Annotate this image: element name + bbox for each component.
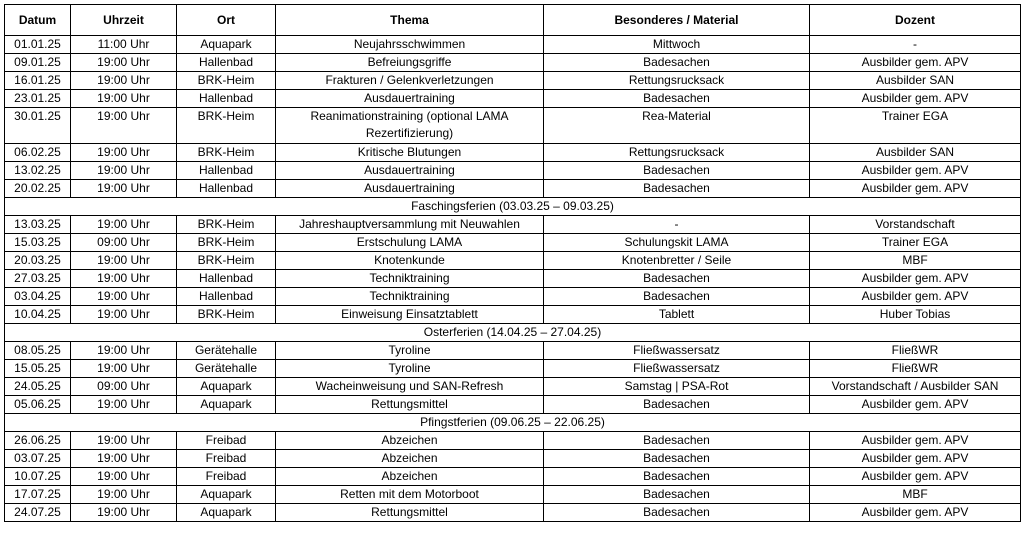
table-row bbox=[5, 450, 1021, 468]
cell-uhrzeit: 09:00 Uhr bbox=[71, 378, 177, 396]
table-row bbox=[5, 162, 1021, 180]
cell-material: - bbox=[544, 216, 810, 234]
cell-dozent: Ausbilder gem. APV bbox=[810, 288, 1021, 306]
cell-ort: Aquapark bbox=[177, 396, 276, 414]
cell-uhrzeit: 19:00 Uhr bbox=[71, 360, 177, 378]
cell-dozent: Vorstandschaft / Ausbilder SAN bbox=[810, 378, 1021, 396]
cell-uhrzeit: 19:00 Uhr bbox=[71, 216, 177, 234]
table-row bbox=[5, 486, 1021, 504]
cell-uhrzeit: 19:00 Uhr bbox=[71, 504, 177, 522]
holiday-separator-row bbox=[5, 198, 1021, 216]
cell-ort: Freibad bbox=[177, 450, 276, 468]
cell-dozent: - bbox=[810, 36, 1021, 54]
header-datum: Datum bbox=[5, 5, 71, 36]
cell-datum: 15.05.25 bbox=[5, 360, 71, 378]
cell-dozent: Ausbilder gem. APV bbox=[810, 270, 1021, 288]
cell-uhrzeit: 19:00 Uhr bbox=[71, 54, 177, 72]
cell-ort: Hallenbad bbox=[177, 288, 276, 306]
cell-datum: 20.03.25 bbox=[5, 252, 71, 270]
cell-uhrzeit: 19:00 Uhr bbox=[71, 432, 177, 450]
cell-thema: Kritische Blutungen bbox=[276, 144, 544, 162]
cell-thema: Ausdauertraining bbox=[276, 90, 544, 108]
cell-thema: Erstschulung LAMA bbox=[276, 234, 544, 252]
table-row bbox=[5, 504, 1021, 522]
cell-thema: Ausdauertraining bbox=[276, 162, 544, 180]
cell-thema: Reanimationstraining (optional LAMA Rezertifizierung) bbox=[276, 108, 544, 144]
cell-datum: 24.05.25 bbox=[5, 378, 71, 396]
cell-datum: 20.02.25 bbox=[5, 180, 71, 198]
cell-material: Badesachen bbox=[544, 180, 810, 198]
cell-ort: Gerätehalle bbox=[177, 360, 276, 378]
cell-thema: Tyroline bbox=[276, 360, 544, 378]
cell-material: Schulungskit LAMA bbox=[544, 234, 810, 252]
cell-datum: 13.02.25 bbox=[5, 162, 71, 180]
cell-uhrzeit: 19:00 Uhr bbox=[71, 486, 177, 504]
header-uhrzeit: Uhrzeit bbox=[71, 5, 177, 36]
cell-ort: BRK-Heim bbox=[177, 108, 276, 144]
cell-dozent: FließWR bbox=[810, 342, 1021, 360]
cell-thema: Rettungsmittel bbox=[276, 396, 544, 414]
cell-material: Badesachen bbox=[544, 504, 810, 522]
cell-ort: BRK-Heim bbox=[177, 234, 276, 252]
cell-datum: 10.07.25 bbox=[5, 468, 71, 486]
cell-datum: 26.06.25 bbox=[5, 432, 71, 450]
cell-uhrzeit: 19:00 Uhr bbox=[71, 252, 177, 270]
cell-material: Mittwoch bbox=[544, 36, 810, 54]
cell-dozent: Ausbilder SAN bbox=[810, 144, 1021, 162]
cell-uhrzeit: 19:00 Uhr bbox=[71, 108, 177, 144]
cell-datum: 23.01.25 bbox=[5, 90, 71, 108]
cell-datum: 03.04.25 bbox=[5, 288, 71, 306]
cell-datum: 27.03.25 bbox=[5, 270, 71, 288]
cell-ort: Freibad bbox=[177, 432, 276, 450]
cell-material: Badesachen bbox=[544, 450, 810, 468]
cell-uhrzeit: 11:00 Uhr bbox=[71, 36, 177, 54]
cell-thema: Abzeichen bbox=[276, 432, 544, 450]
cell-uhrzeit: 19:00 Uhr bbox=[71, 342, 177, 360]
cell-thema: Wacheinweisung und SAN-Refresh bbox=[276, 378, 544, 396]
cell-material: Badesachen bbox=[544, 468, 810, 486]
table-row bbox=[5, 378, 1021, 396]
cell-ort: Hallenbad bbox=[177, 180, 276, 198]
cell-datum: 06.02.25 bbox=[5, 144, 71, 162]
table-row bbox=[5, 234, 1021, 252]
cell-ort: BRK-Heim bbox=[177, 252, 276, 270]
cell-datum: 15.03.25 bbox=[5, 234, 71, 252]
table-row bbox=[5, 396, 1021, 414]
cell-ort: Gerätehalle bbox=[177, 342, 276, 360]
cell-uhrzeit: 19:00 Uhr bbox=[71, 450, 177, 468]
cell-material: Badesachen bbox=[544, 162, 810, 180]
holiday-separator-row bbox=[5, 324, 1021, 342]
cell-uhrzeit: 19:00 Uhr bbox=[71, 306, 177, 324]
cell-thema: Frakturen / Gelenkverletzungen bbox=[276, 72, 544, 90]
cell-thema: Tyroline bbox=[276, 342, 544, 360]
cell-material: Rea-Material bbox=[544, 108, 810, 144]
cell-ort: Hallenbad bbox=[177, 90, 276, 108]
cell-dozent: Trainer EGA bbox=[810, 234, 1021, 252]
cell-uhrzeit: 19:00 Uhr bbox=[71, 180, 177, 198]
cell-thema: Abzeichen bbox=[276, 468, 544, 486]
cell-dozent: Ausbilder gem. APV bbox=[810, 432, 1021, 450]
cell-uhrzeit: 19:00 Uhr bbox=[71, 72, 177, 90]
cell-ort: Freibad bbox=[177, 468, 276, 486]
holiday-separator-label: Pfingstferien (09.06.25 – 22.06.25) bbox=[5, 414, 1021, 432]
cell-dozent: Ausbilder gem. APV bbox=[810, 396, 1021, 414]
holiday-separator-label: Faschingsferien (03.03.25 – 09.03.25) bbox=[5, 198, 1021, 216]
cell-material: Badesachen bbox=[544, 54, 810, 72]
cell-datum: 24.07.25 bbox=[5, 504, 71, 522]
cell-datum: 05.06.25 bbox=[5, 396, 71, 414]
cell-material: Badesachen bbox=[544, 90, 810, 108]
cell-ort: BRK-Heim bbox=[177, 216, 276, 234]
cell-material: Badesachen bbox=[544, 432, 810, 450]
cell-thema: Befreiungsgriffe bbox=[276, 54, 544, 72]
cell-datum: 08.05.25 bbox=[5, 342, 71, 360]
table-row bbox=[5, 54, 1021, 72]
cell-thema: Retten mit dem Motorboot bbox=[276, 486, 544, 504]
cell-dozent: Ausbilder gem. APV bbox=[810, 90, 1021, 108]
cell-uhrzeit: 19:00 Uhr bbox=[71, 270, 177, 288]
cell-ort: BRK-Heim bbox=[177, 306, 276, 324]
cell-material: Badesachen bbox=[544, 396, 810, 414]
holiday-separator-label: Osterferien (14.04.25 – 27.04.25) bbox=[5, 324, 1021, 342]
cell-dozent: Trainer EGA bbox=[810, 108, 1021, 144]
table-row bbox=[5, 144, 1021, 162]
cell-dozent: MBF bbox=[810, 252, 1021, 270]
cell-datum: 13.03.25 bbox=[5, 216, 71, 234]
cell-thema: Einweisung Einsatztablett bbox=[276, 306, 544, 324]
cell-thema: Techniktraining bbox=[276, 270, 544, 288]
table-row bbox=[5, 432, 1021, 450]
cell-dozent: Huber Tobias bbox=[810, 306, 1021, 324]
cell-dozent: Ausbilder gem. APV bbox=[810, 54, 1021, 72]
cell-thema: Techniktraining bbox=[276, 288, 544, 306]
cell-dozent: FließWR bbox=[810, 360, 1021, 378]
cell-datum: 01.01.25 bbox=[5, 36, 71, 54]
table-row bbox=[5, 180, 1021, 198]
cell-material: Badesachen bbox=[544, 486, 810, 504]
cell-uhrzeit: 19:00 Uhr bbox=[71, 144, 177, 162]
table-row bbox=[5, 36, 1021, 54]
header-row bbox=[5, 5, 1021, 36]
cell-material: Knotenbretter / Seile bbox=[544, 252, 810, 270]
cell-dozent: Ausbilder SAN bbox=[810, 72, 1021, 90]
cell-material: Badesachen bbox=[544, 270, 810, 288]
schedule-table bbox=[4, 4, 1021, 522]
schedule-body bbox=[5, 36, 1021, 522]
table-row bbox=[5, 270, 1021, 288]
cell-material: Fließwassersatz bbox=[544, 342, 810, 360]
cell-datum: 30.01.25 bbox=[5, 108, 71, 144]
table-row bbox=[5, 288, 1021, 306]
cell-thema: Abzeichen bbox=[276, 450, 544, 468]
header-thema: Thema bbox=[276, 5, 544, 36]
cell-dozent: Ausbilder gem. APV bbox=[810, 504, 1021, 522]
cell-uhrzeit: 19:00 Uhr bbox=[71, 288, 177, 306]
cell-uhrzeit: 09:00 Uhr bbox=[71, 234, 177, 252]
holiday-separator-row bbox=[5, 414, 1021, 432]
table-row bbox=[5, 90, 1021, 108]
cell-ort: BRK-Heim bbox=[177, 144, 276, 162]
cell-ort: Aquapark bbox=[177, 504, 276, 522]
cell-uhrzeit: 19:00 Uhr bbox=[71, 90, 177, 108]
cell-dozent: Ausbilder gem. APV bbox=[810, 180, 1021, 198]
cell-dozent: Vorstandschaft bbox=[810, 216, 1021, 234]
table-row bbox=[5, 360, 1021, 378]
table-row bbox=[5, 342, 1021, 360]
cell-ort: Hallenbad bbox=[177, 270, 276, 288]
cell-material: Tablett bbox=[544, 306, 810, 324]
cell-thema: Jahreshauptversammlung mit Neuwahlen bbox=[276, 216, 544, 234]
cell-material: Rettungsrucksack bbox=[544, 144, 810, 162]
cell-ort: Hallenbad bbox=[177, 54, 276, 72]
cell-datum: 03.07.25 bbox=[5, 450, 71, 468]
cell-uhrzeit: 19:00 Uhr bbox=[71, 396, 177, 414]
table-row bbox=[5, 216, 1021, 234]
cell-dozent: Ausbilder gem. APV bbox=[810, 162, 1021, 180]
table-row bbox=[5, 468, 1021, 486]
cell-uhrzeit: 19:00 Uhr bbox=[71, 468, 177, 486]
cell-dozent: Ausbilder gem. APV bbox=[810, 450, 1021, 468]
cell-ort: Hallenbad bbox=[177, 162, 276, 180]
header-material: Besonderes / Material bbox=[544, 5, 810, 36]
table-row bbox=[5, 306, 1021, 324]
cell-material: Rettungsrucksack bbox=[544, 72, 810, 90]
cell-ort: Aquapark bbox=[177, 378, 276, 396]
cell-ort: BRK-Heim bbox=[177, 72, 276, 90]
header-dozent: Dozent bbox=[810, 5, 1021, 36]
cell-datum: 17.07.25 bbox=[5, 486, 71, 504]
cell-material: Fließwassersatz bbox=[544, 360, 810, 378]
header-ort: Ort bbox=[177, 5, 276, 36]
cell-datum: 16.01.25 bbox=[5, 72, 71, 90]
cell-ort: Aquapark bbox=[177, 36, 276, 54]
cell-datum: 10.04.25 bbox=[5, 306, 71, 324]
table-row bbox=[5, 72, 1021, 90]
cell-thema: Knotenkunde bbox=[276, 252, 544, 270]
cell-material: Badesachen bbox=[544, 288, 810, 306]
cell-material: Samstag | PSA-Rot bbox=[544, 378, 810, 396]
cell-ort: Aquapark bbox=[177, 486, 276, 504]
cell-thema: Rettungsmittel bbox=[276, 504, 544, 522]
cell-dozent: Ausbilder gem. APV bbox=[810, 468, 1021, 486]
cell-uhrzeit: 19:00 Uhr bbox=[71, 162, 177, 180]
cell-dozent: MBF bbox=[810, 486, 1021, 504]
table-row bbox=[5, 108, 1021, 144]
cell-thema: Neujahrsschwimmen bbox=[276, 36, 544, 54]
cell-datum: 09.01.25 bbox=[5, 54, 71, 72]
cell-thema: Ausdauertraining bbox=[276, 180, 544, 198]
table-row bbox=[5, 252, 1021, 270]
